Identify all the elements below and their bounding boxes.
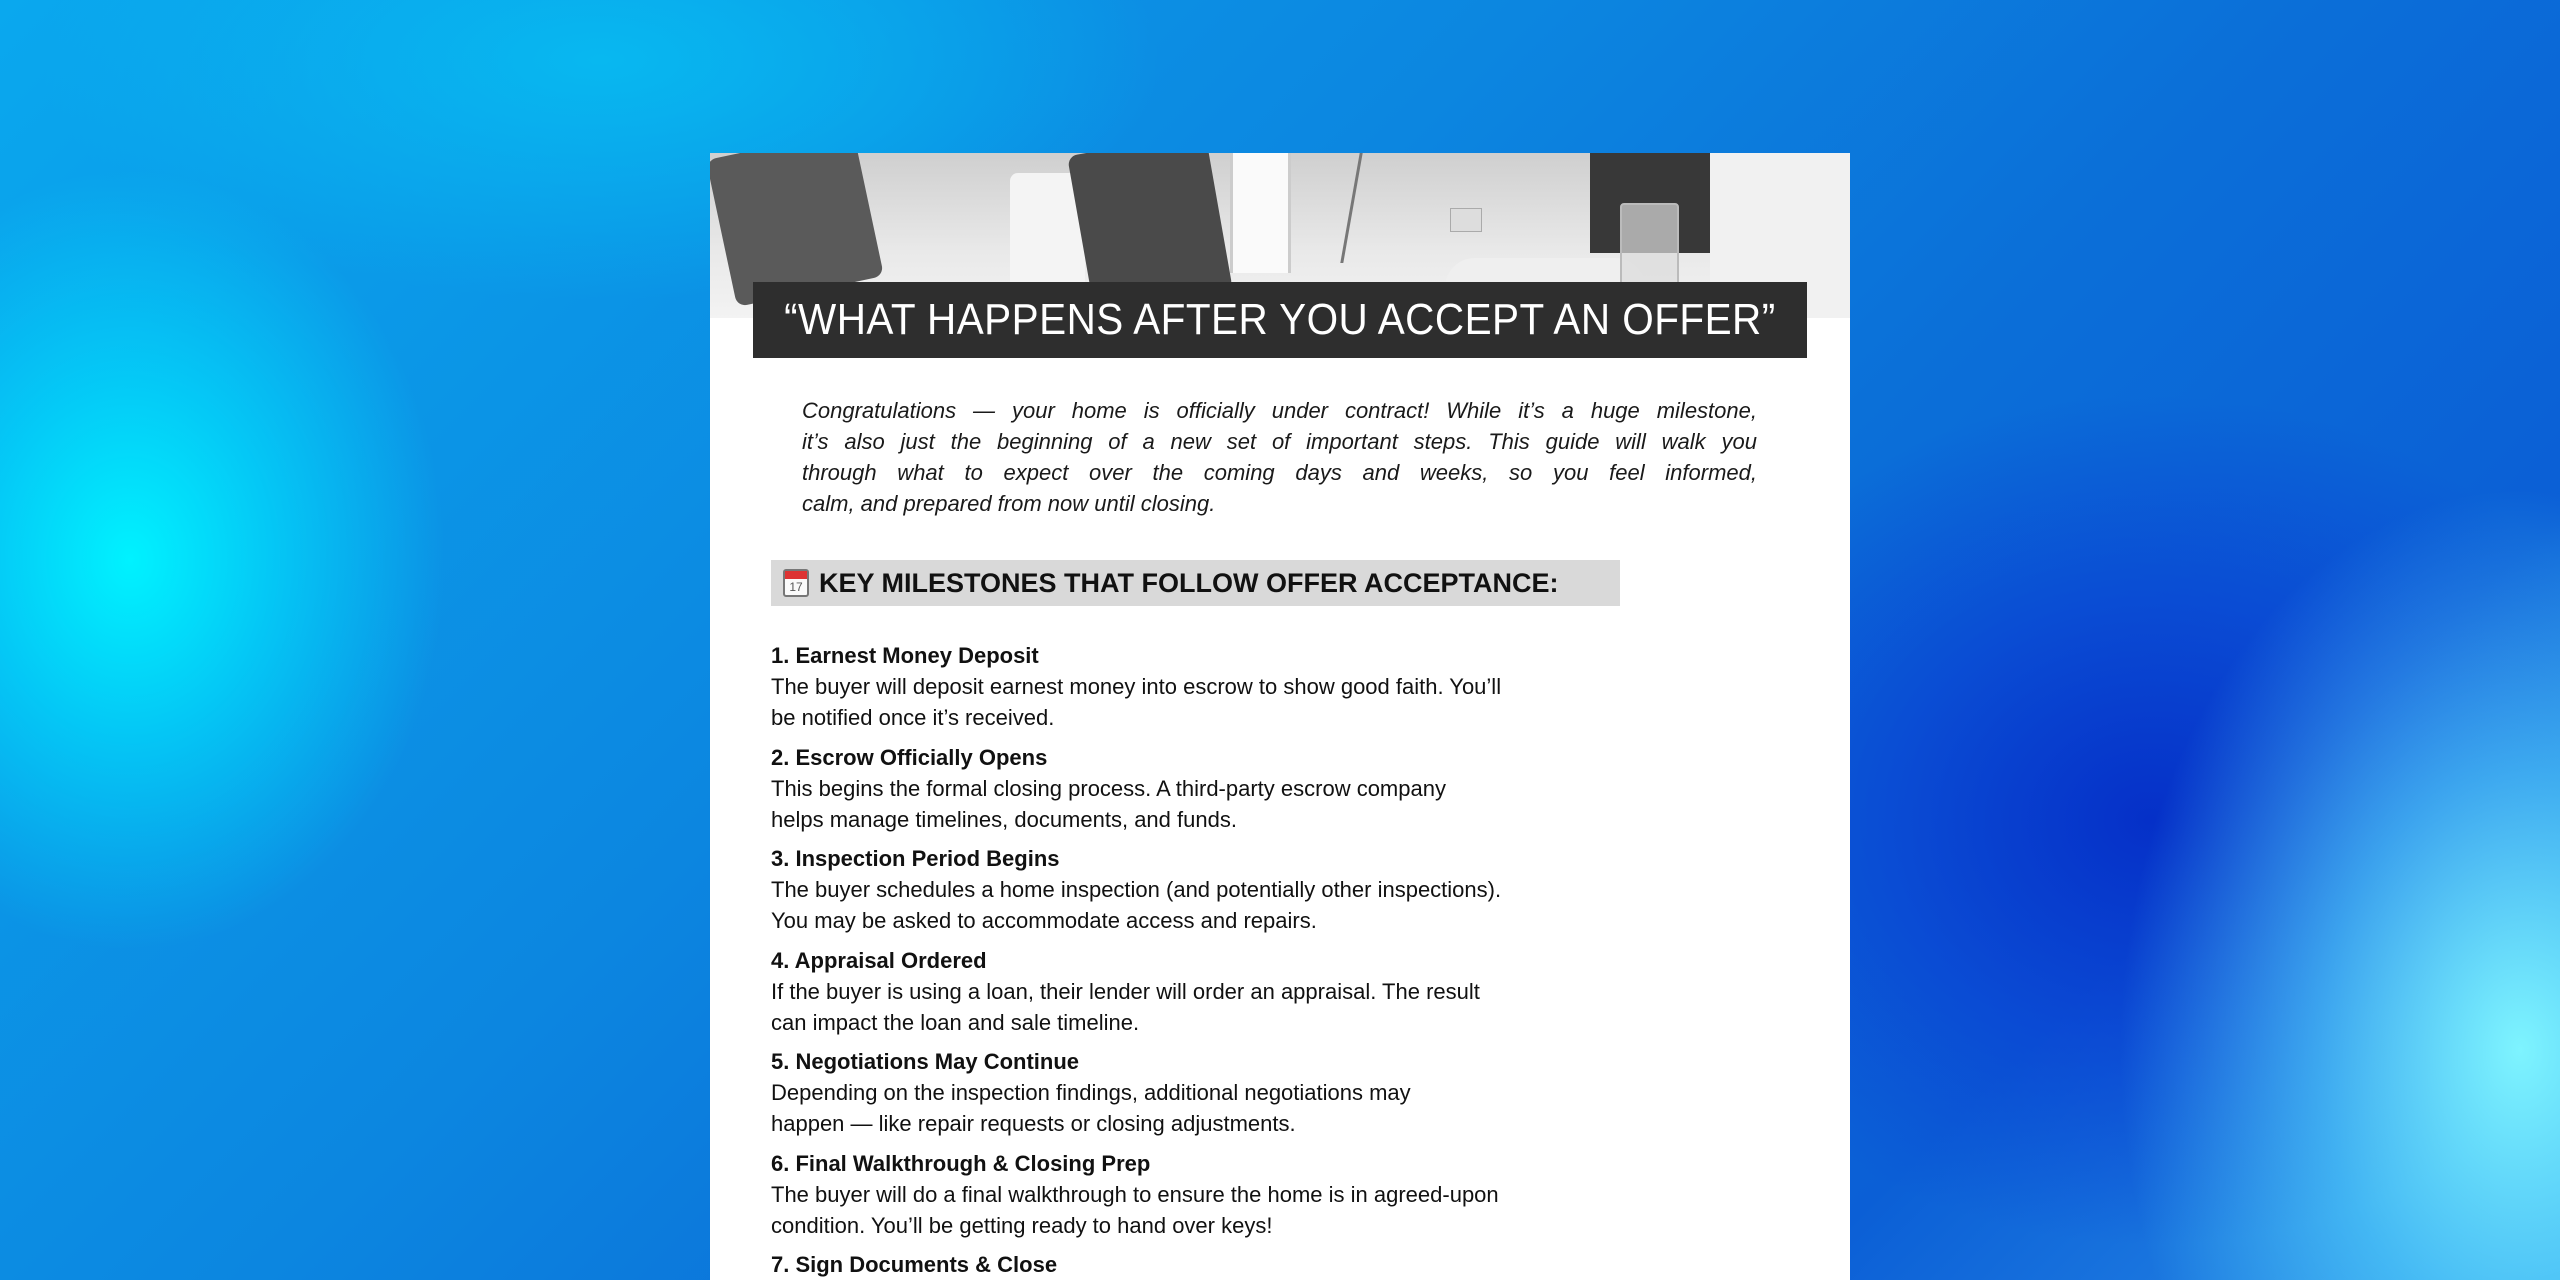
calendar-icon-day: 17 (789, 580, 803, 594)
intro-line: Congratulations — your home is officially under contract! While it’s a huge milestone, (802, 398, 1757, 423)
milestone-description-line: The buyer schedules a home inspection (and potentially other inspections). (771, 877, 1502, 902)
title-banner (753, 282, 1807, 358)
milestone-description-line: helps manage timelines, documents, and funds. (771, 806, 1237, 832)
section-heading-text: KEY MILESTONES THAT FOLLOW OFFER ACCEPTANCE: (819, 567, 1559, 598)
milestone-description-line: condition. You’ll be getting ready to hand over keys! (771, 1212, 1273, 1238)
milestone-description-line: If the buyer is using a loan, their lender will order an appraisal. The result (771, 978, 1480, 1004)
milestone-title: 5. Negotiations May Continue (771, 1049, 1080, 1074)
milestone-description-line: This begins the formal closing process. A third-party escrow company (771, 775, 1446, 801)
milestone-item (771, 1149, 1671, 1251)
page-title: “WHAT HAPPENS AFTER YOU ACCEPT AN OFFER” (784, 295, 1776, 344)
milestone-description-line: You may be asked to accommodate access and repairs. (771, 908, 1317, 933)
milestone-description-line: Depending on the inspection findings, additional negotiations may (771, 1080, 1411, 1105)
milestone-title: 4. Appraisal Ordered (771, 947, 987, 973)
milestone-description-line: The buyer will do a final walkthrough to ensure the home is in agreed-upon (771, 1181, 1499, 1207)
milestone-item (771, 641, 1671, 743)
milestone-description-line: be notified once it’s received. (771, 705, 1055, 730)
intro-line: calm, and prepared from now until closing. (802, 491, 1216, 516)
milestone-list (771, 641, 1671, 1280)
milestone-item (771, 1047, 1671, 1149)
milestone-item (771, 946, 1671, 1048)
document-page (710, 153, 1850, 1280)
milestone-title: 6. Final Walkthrough & Closing Prep (771, 1150, 1151, 1176)
section-heading (771, 560, 1620, 606)
intro-paragraph (802, 395, 1757, 519)
milestone-item (771, 844, 1671, 946)
intro-line: through what to expect over the coming days and weeks, so you feel informed, (802, 460, 1757, 485)
milestone-description-line: can impact the loan and sale timeline. (771, 1009, 1140, 1035)
milestone-title: 3. Inspection Period Begins (771, 846, 1060, 871)
milestone-title: 2. Escrow Officially Opens (771, 744, 1048, 770)
calendar-icon (783, 569, 809, 597)
intro-line: it’s also just the beginning of a new set of important steps. This guide will walk you (802, 429, 1757, 454)
milestone-item (771, 1250, 1671, 1280)
milestone-item (771, 743, 1671, 845)
milestone-title: 1. Earnest Money Deposit (771, 643, 1039, 668)
milestone-description-line: happen — like repair requests or closing adjustments. (771, 1111, 1296, 1136)
milestone-description-line: The buyer will deposit earnest money into escrow to show good faith. You’ll (771, 674, 1502, 699)
milestone-title: 7. Sign Documents & Close (771, 1252, 1058, 1277)
